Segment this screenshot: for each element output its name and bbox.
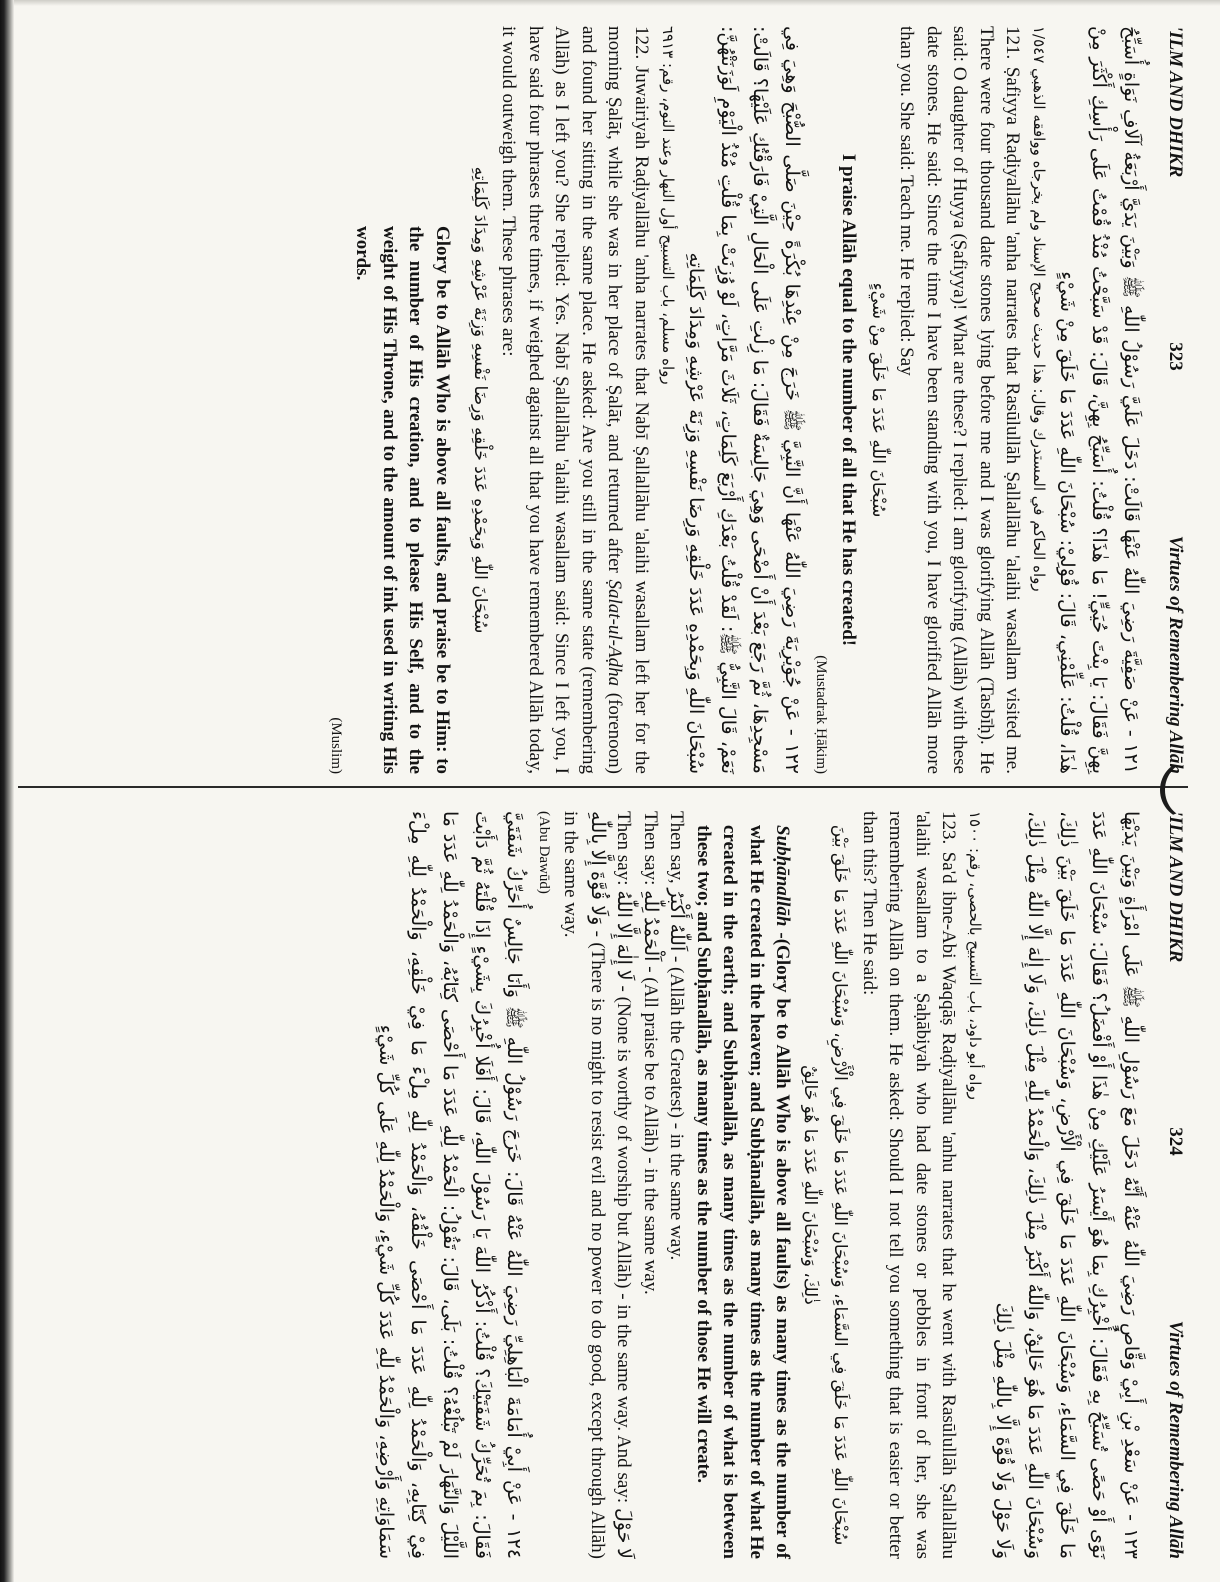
header-left: 'ILM AND DHIKR [1165,811,1186,963]
running-head [1162,811,1189,1559]
hadith-123-arabic: ١٢٣ - عَنْ سَعْدِ بْنِ أَبِيْ وَقَّاصٍ رَضِيَ اللّٰهُ عَنْهُ أَنَّهُ دَخَلَ مَعَ رَسُوْلِ اللّٰهِ ﷺ عَلَى امْرَأَةٍ وَبَيْنَ يَدَيْهَا نَوًى أَوْ حَصًى تُسَبِّحُ بِهِ فَقَالَ: أُخْبِرُكِ بِمَا هُوَ أَيْسَرُ عَلَيْكِ مِنْ هٰذَا أَوْ أَفْضَلُ؟ فَقَالَ: سُبْحَانَ اللّٰهِ عَدَدَ مَا خَلَقَ فِي السَّمَاءِ، وَسُبْحَانَ اللّٰهِ عَدَدَ مَا خَلَقَ فِي الْأَرْضِ، وَسُبْحَانَ اللّٰهِ عَدَدَ مَا خَلَقَ بَيْنَ ذٰلِكَ، وَسُبْحَانَ اللّٰهِ عَدَدَ مَا هُوَ خَالِقٌ، وَاللّٰهُ أَكْبَرُ مِثْلَ ذٰلِكَ، وَالْحَمْدُ لِلّٰهِ مِثْلَ ذٰلِكَ، وَلَا إِلٰهَ إِلَّا اللّٰهُ مِثْلَ ذٰلِكَ، وَلَا حَوْلَ وَلَا قُوَّةَ إِلَّا بِاللّٰهِ مِثْلَ ذٰلِكَ [992,811,1143,1559]
hadith-123-source: (Abu Dawūd) [536,811,552,894]
page-number: 324 [1165,1127,1186,1156]
hadith-122-english-a: 122. Juwairiyah Raḍiyallāhu 'anha narrates that Nabī Ṣallallāhu 'alaihi wasallam left her for the morning Ṣalāt, while she was in her place of Ṣalāt, and returned after [604,26,652,774]
hadith-122-english [495,26,654,774]
hadith-122-translation: Glory be to Allāh Who is above all faults, and praise be to Him: to the number of His creation, and to please His Self, and to the weight of His Throne, and to the amount of ink used in writing His words. [352,226,453,774]
hadith-121-reference: رواه الحاكم في المستدرك وقال: هذا حديث صحيح الإسناد ولم يخرجاه ووافقه الذهبي ١/٥٤٧ [1030,26,1049,592]
hadith-121-arabic: ١٢١ - عَنْ صَفِيَّةَ رَضِيَ اللّٰهُ عَنْهَا قَالَتْ: دَخَلَ عَلَيَّ رَسُوْلُ اللّٰهِ ﷺ وَبَيْنَ يَدَيَّ أَرْبَعَةُ آلَافِ نَوَاةٍ أُسَبِّحُ بِهِنَّ فَقَالَ: يَا بِنْتَ حُيَيٍّ! مَا هٰذَا؟ قُلْتُ: أُسَبِّحُ بِهِنَّ، قَالَ: قَدْ سَبَّحْتُ مُنْذُ قُمْتُ عَلَى رَأْسِكِ أَكْثَرَ مِنْ هٰذَا، قُلْتُ: عَلِّمْنِي، قَالَ: قُوْلِيْ: سُبْحَانَ اللّٰهِ عَدَدَ مَا خَلَقَ مِنْ شَيْءٍ [1056,26,1143,774]
hadith-122-dhikr: سُبْحَانَ اللّٰهِ وَبِحَمْدِهِ عَدَدَ خَلْقِهِ وَرِضَا نَفْسِهِ وَزِنَةَ عَرْشِهِ وَمِدَادَ كَلِمَاتِهِ [470,166,490,634]
subhanallah-word: Subḥānallāh [772,825,794,927]
running-head [1162,26,1189,774]
hadith-121-heading: I praise Allāh equal to the number of all that He has created! [838,153,859,647]
header-right: Virtues of Remembering Allāh [1165,1320,1186,1559]
header-left: 'ILM AND DHIKR [1165,26,1186,178]
hadith-122-reference: رواه مسلم، باب التسبيح أول النهار وعند النوم، رقم: ٦٩١٣ [659,26,677,385]
page-gutter [18,786,1188,788]
hadith-123-dhikr: سُبْحَانَ اللّٰهِ عَدَدَ مَا خَلَقَ فِي السَّمَاءِ، وَسُبْحَانَ اللّٰهِ عَدَدَ مَا خَلَقَ فِي الْأَرْضِ، وَسُبْحَانَ اللّٰهِ عَدَدَ مَا خَلَقَ بَيْنَ ذٰلِكَ، وَسُبْحَانَ اللّٰهِ عَدَدَ مَا هُوَ خَالِقٌ [800,824,851,1546]
hadith-123-translation [690,811,796,1559]
page-324 [38,805,1188,1565]
hadith-121-dhikr: سُبْحَانَ اللّٰهِ عَدَدَ مَا خَلَقَ مِنْ شَيْءٍ [868,282,888,518]
scan-left-edge [0,0,14,1582]
header-right: Virtues of Remembering Allāh [1165,535,1186,774]
scan-top-edge [0,0,1220,6]
hadith-122-english-italic: Ṣalat-ul-Aḍha [604,579,626,687]
hadith-123-translation-text: -(Glory be to Allāh Who is above all faults) as many times as the number of what He created in the heaven; and Subḥānallāh, as many times as the number of what He created in the earth; and Subḥānallāh, as many times as the number of what is between these two; and Subḥānallāh, as many times as the number of those He will create. [693,825,794,1559]
hadith-124-arabic: ١٢٤ - عَنْ أَبِيْ أُمَامَةَ الْبَاهِلِيِّ رَضِيَ اللّٰهُ عَنْهُ قَالَ: خَرَجَ رَسُوْلُ اللّٰهِ ﷺ وَأَنَا جَالِسٌ أُحَرِّكُ شَفَتَيَّ فَقَالَ: بِمَ تُحَرِّكُ شَفَتَيْكَ؟ قُلْتُ: أَذْكُرُ اللّٰهَ يَا رَسُوْلَ اللّٰهِ، قَالَ: أَفَلَا أُخْبِرُكَ بِشَيْءٍ إِذَا قُلْتَهُ ثُمَّ دَأَبْتَ اللَّيْلَ وَالنَّهَارَ لَمْ تَبْلُغْهُ؟ قُلْتُ: بَلَى، قَالَ: تَقُوْلُ: الْحَمْدُ لِلّٰهِ عَدَدَ مَا أَحْصَى كِتَابُهُ، وَالْحَمْدُ لِلّٰهِ عَدَدَ مَا فِيْ كِتَابِهِ، وَالْحَمْدُ لِلّٰهِ عَدَدَ مَا أَحْصَى خَلْقُهُ، وَالْحَمْدُ لِلّٰهِ مِلْءَ مَا فِيْ خَلْقِهِ، وَالْحَمْدُ لِلّٰهِ مِلْءَ سَمَاوَاتِهِ وَأَرْضِهِ، وَالْحَمْدُ لِلّٰهِ عَدَدَ كُلِّ شَيْءٍ، وَالْحَمْدُ لِلّٰهِ عَلَى كُلِّ شَيْءٍ [375,811,526,1559]
hadith-123-reference: رواه أبو داود، باب التسبيح بالحصى، رقم: ١٥٠٠ [966,811,985,1100]
hadith-122-english-b: (forenoon) and found her sitting in the same place. He asked: Are you still in the same state (remembering Allāh) as I left you? She replied: Yes. Nabī Ṣallallāhu 'alaihi wasallam said: Since I left you, I have said four phrases three times, if weighed against all that you have remembered Allāh today, it would outweigh them. These phrases are: [498,26,626,774]
then-say-takbir: Then say, اَللّٰهُ أَكْبَرُ - (Allāh the Greatest) - in the same way. [666,811,688,1261]
page-number: 323 [1165,342,1186,371]
hadith-122-source: (Muslim) [328,717,344,774]
hadith-122-arabic: ١٢٢ - عَنْ جُوَيْرِيَةَ رَضِيَ اللّٰهُ عَنْهَا أَنَّ النَّبِيَّ ﷺ خَرَجَ مِنْ عِنْدِهَا بُكْرَةً حِيْنَ صَلَّى الصُّبْحَ وَهِيَ فِي مَسْجِدِهَا، ثُمَّ رَجَعَ بَعْدَ أَنْ أَضْحَى وَهِيَ جَالِسَةٌ فَقَالَ: مَا زِلْتِ عَلَى الْحَالِ الَّتِيْ فَارَقْتُكِ عَلَيْهَا؟ قَالَتْ: نَعَمْ، قَالَ النَّبِيُّ ﷺ: لَقَدْ قُلْتُ بَعْدَكِ أَرْبَعَ كَلِمَاتٍ، ثَلَاثَ مَرَّاتٍ، لَوْ وُزِنَتْ بِمَا قُلْتِ مُنْذُ الْيَوْمِ لَوَزَنَتْهُنَّ: سُبْحَانَ اللّٰهِ وَبِحَمْدِهِ عَدَدَ خَلْقِهِ وَرِضَا نَفْسِهِ وَزِنَةَ عَرْشِهِ وَمِدَادَ كَلِمَاتِهِ [685,26,803,774]
then-say-tahlil: Then say: لَا إِلٰهَ إِلَّا اللّٰهُ - (None is worthy of worship but Allāh) - in the same way. And say: لَا حَوْلَ وَلَا قُوَّةَ إِلَّا بِاللّٰهِ - (There is no might to resist evil and no power to do good, except through Allāh) in the same way. [560,811,635,1560]
hadith-123-english: 123. Sa'd ibne-Abi Waqqāṣ Raḍiyallāhu 'anhu narrates that he went with Rasūlullāh Ṣallallāhu 'alaihi wasallam to a Ṣaḥābiyah who had date stones or pebbles in front of her, she was remembering Allāh on them. He asked: Should I not tell you something that is easier or better than this? Then He said: [859,811,960,1559]
hadith-121-english: 121. Ṣafiyya Raḍiyallāhu 'anha narrates that Rasūlullāh Ṣallallāhu 'alaihi wasallam visited me. There were four thousand date stones lying before me and I was glorifying Allāh (Tasbīḥ). He said: O daughter of Huyya (Ṣafiyya)! What are these? I replied: I am glorifying (Allāh) with these date stones. He said: Since the time I have been standing with you, I have glorified Allāh more than you. She said: Teach me. He replied: Say [896,26,1024,774]
page-323 [38,20,1188,780]
then-say-tahmid: Then say: اَلْحَمْدُ لِلّٰهِ - (All praise be to Allāh) - in the same way. [640,811,661,1295]
hadith-121-source: (Mustadrak Ḥākim) [813,655,830,774]
